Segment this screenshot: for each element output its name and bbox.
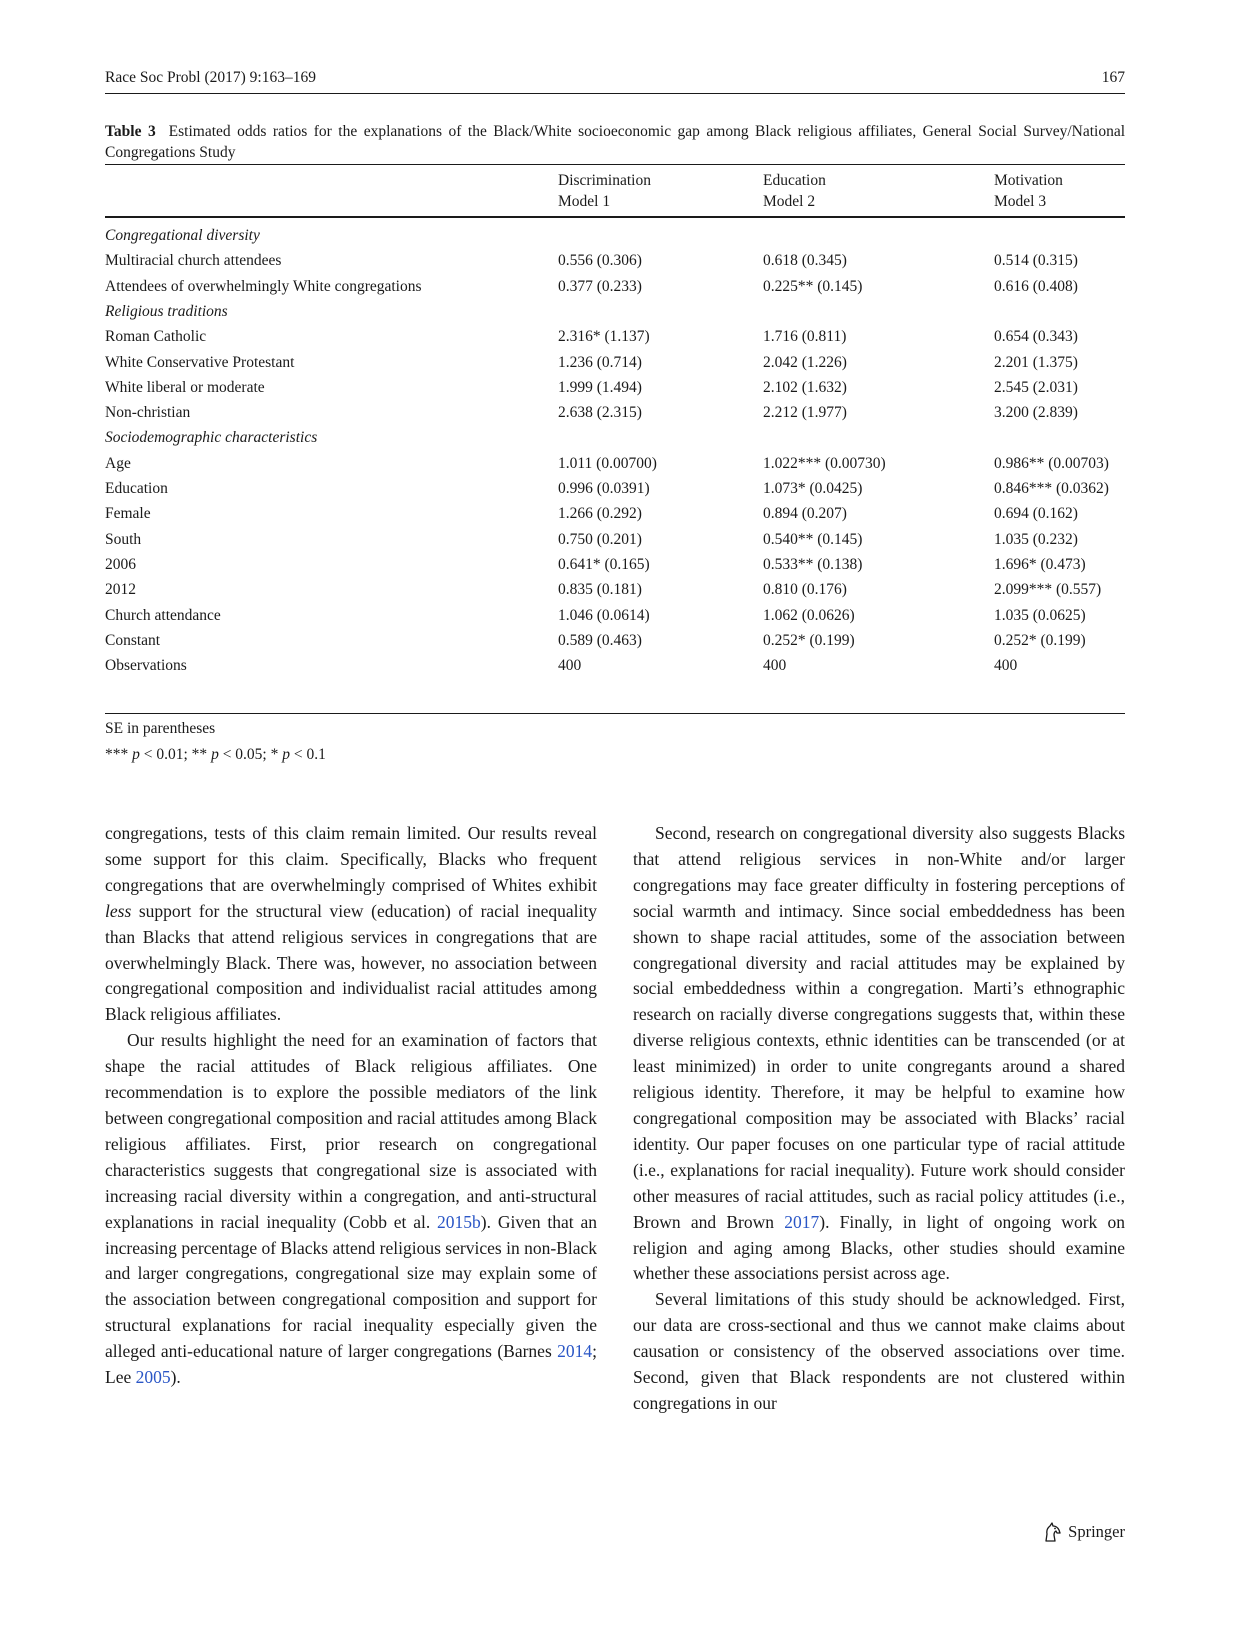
cell-model-2: 0.894 (0.207) — [763, 505, 847, 523]
p-symbol: p — [211, 746, 219, 763]
sig-note-3: < 0.05; * — [218, 746, 283, 763]
springer-horse-icon — [1042, 1521, 1064, 1543]
column-header-top: Education — [763, 172, 826, 189]
table-note-significance — [105, 746, 326, 764]
row-label: Constant — [105, 631, 161, 649]
citation-link[interactable]: 2015b — [437, 1211, 481, 1232]
row-label: White liberal or moderate — [105, 378, 265, 396]
table-caption-text: Estimated odds ratios for the explanations of the Black/White socioeconomic gap among Black religious affiliates, General Social Survey/National Congregations Study — [105, 123, 1126, 161]
paragraph — [105, 1028, 597, 1391]
table-row — [105, 505, 1125, 531]
section-label: Religious traditions — [105, 302, 228, 320]
cell-model-3: 0.252* (0.199) — [994, 631, 1086, 649]
text-run: ; Lee — [105, 1341, 597, 1388]
cell-model-2: 0.252* (0.199) — [763, 631, 855, 649]
body-left-column — [105, 821, 597, 1391]
row-label: Observations — [105, 657, 187, 675]
sig-note-1: *** — [105, 746, 133, 763]
table-row — [105, 531, 1125, 557]
table-section-row — [105, 429, 1125, 455]
cell-model-3: 2.099*** (0.557) — [994, 581, 1102, 599]
journal-citation: Race Soc Probl (2017) 9:163–169 — [105, 69, 316, 86]
column-header-bottom: Model 1 — [558, 193, 611, 210]
cell-model-3: 2.545 (2.031) — [994, 378, 1078, 396]
row-label: White Conservative Protestant — [105, 353, 295, 371]
cell-model-2: 1.022*** (0.00730) — [763, 454, 886, 472]
cell-model-3: 1.035 (0.232) — [994, 530, 1078, 548]
table-section-row — [105, 227, 1125, 253]
column-header-bottom: Model 3 — [994, 193, 1047, 210]
cell-model-2: 0.533** (0.138) — [763, 555, 863, 573]
cell-model-1: 0.835 (0.181) — [558, 581, 642, 599]
column-header-top: Discrimination — [558, 172, 651, 189]
table-row — [105, 607, 1125, 633]
cell-model-1: 0.996 (0.0391) — [558, 480, 650, 497]
text-run: ). Finally, in light of ongoing work on religion and aging among Blacks, other studies should examine whether these associations persist across age. — [633, 1211, 1125, 1284]
cell-model-2: 2.042 (1.226) — [763, 353, 847, 371]
table-row — [105, 404, 1125, 430]
cell-model-2: 2.102 (1.632) — [763, 378, 847, 396]
row-label: Education — [105, 480, 168, 497]
text-run: Our results highlight the need for an examination of factors that shape the racial attitudes of Black religious affiliates. One recommendation is to explore the possible mediators of the link between congregational composition and racial attitudes among Black religious affiliates. First, prior research on congregational characteristics suggests that congregational size is associated with increasing racial diversity within a congregation, and anti-structural explanations in racial inequality (Cobb et al. — [105, 1030, 597, 1232]
cell-model-3: 0.694 (0.162) — [994, 505, 1078, 523]
cell-model-1: 1.999 (1.494) — [558, 378, 642, 396]
row-label: South — [105, 530, 142, 548]
cell-model-3: 2.201 (1.375) — [994, 353, 1078, 371]
column-header-top: Motivation — [994, 172, 1063, 189]
row-label: Non-christian — [105, 404, 191, 422]
p-symbol: p — [282, 746, 290, 763]
cell-model-2: 2.212 (1.977) — [763, 404, 847, 422]
row-label: Age — [105, 454, 131, 472]
cell-model-1: 1.046 (0.0614) — [558, 606, 650, 624]
column-header-model-2 — [763, 170, 826, 212]
cell-model-1: 2.316* (1.137) — [558, 328, 650, 346]
cell-model-1: 1.011 (0.00700) — [558, 454, 657, 472]
cell-model-1: 0.589 (0.463) — [558, 631, 642, 649]
table-row — [105, 328, 1125, 354]
paragraph — [105, 821, 597, 1028]
section-label: Sociodemographic characteristics — [105, 429, 318, 447]
cell-model-2: 1.073* (0.0425) — [763, 480, 863, 497]
table-note-se: SE in parentheses — [105, 720, 216, 737]
row-label: 2012 — [105, 581, 136, 599]
row-label: Female — [105, 505, 151, 523]
table-row — [105, 632, 1125, 658]
cell-model-1: 0.556 (0.306) — [558, 252, 642, 270]
cell-model-3: 0.654 (0.343) — [994, 328, 1078, 346]
emphasis: less — [105, 900, 132, 921]
header-rule — [105, 93, 1125, 94]
table-section-row — [105, 303, 1125, 329]
column-header-model-1 — [558, 170, 651, 212]
table-row — [105, 581, 1125, 607]
cell-model-3: 3.200 (2.839) — [994, 404, 1078, 422]
sig-note-2: < 0.01; ** — [139, 746, 212, 763]
text-run: ). Given that an increasing percentage of Blacks attend religious services in non-Black and larger congregations, congregational size may explain some of the association between congregational composition and support for structural explanations for racial inequality especially given the alleged anti-educational nature of larger congregations (Barnes — [105, 1211, 597, 1362]
cell-model-1: 2.638 (2.315) — [558, 404, 642, 422]
table-bottom-rule — [105, 713, 1125, 714]
table-header-rule — [105, 216, 1125, 218]
cell-model-3: 0.846*** (0.0362) — [994, 480, 1109, 497]
cell-model-3: 400 — [994, 657, 1018, 675]
page-number: 167 — [1101, 69, 1125, 86]
citation-link[interactable]: 2014 — [557, 1341, 593, 1362]
cell-model-3: 1.696* (0.473) — [994, 555, 1086, 573]
text-run: support for the structural view (education) of racial inequality than Blacks that attend religious services in congregations that are overwhelmingly Black. There was, however, no association between congregational composition and individualist racial attitudes among Black religious affiliates. — [105, 900, 597, 1025]
cell-model-2: 400 — [763, 657, 787, 675]
table-row — [105, 278, 1125, 304]
cell-model-3: 0.514 (0.315) — [994, 252, 1078, 270]
running-head — [105, 67, 1125, 93]
paragraph — [633, 821, 1125, 1287]
table-row — [105, 379, 1125, 405]
cell-model-1: 400 — [558, 657, 582, 675]
row-label: Church attendance — [105, 606, 221, 624]
cell-model-1: 1.266 (0.292) — [558, 505, 642, 523]
cell-model-2: 0.618 (0.345) — [763, 252, 847, 270]
publisher-footer — [1042, 1520, 1125, 1544]
cell-model-3: 0.986** (0.00703) — [994, 454, 1109, 472]
table-row — [105, 354, 1125, 380]
body-right-column — [633, 821, 1125, 1417]
table-row — [105, 455, 1125, 481]
row-label: Attendees of overwhelmingly White congregations — [105, 277, 422, 295]
p-symbol: p — [132, 746, 140, 763]
table-row — [105, 480, 1125, 506]
cell-model-1: 0.377 (0.233) — [558, 277, 642, 295]
table-row — [105, 657, 1125, 683]
cell-model-2: 1.716 (0.811) — [763, 328, 847, 346]
row-label: 2006 — [105, 555, 136, 573]
cell-model-2: 0.810 (0.176) — [763, 581, 847, 599]
cell-model-1: 1.236 (0.714) — [558, 353, 642, 371]
cell-model-1: 0.641* (0.165) — [558, 555, 650, 573]
row-label: Roman Catholic — [105, 328, 207, 346]
citation-link[interactable]: 2005 — [135, 1367, 171, 1388]
cell-model-3: 0.616 (0.408) — [994, 277, 1078, 295]
section-label: Congregational diversity — [105, 227, 260, 244]
row-label: Multiracial church attendees — [105, 252, 282, 270]
text-run: congregations, tests of this claim remain limited. Our results reveal some support for this claim. Specifically, Blacks who frequent congregations that are overwhelmingly comprised of Whites exhibit — [105, 823, 597, 895]
sig-note-4: < 0.1 — [290, 746, 326, 763]
cell-model-2: 1.062 (0.0626) — [763, 606, 855, 624]
paragraph: Several limitations of this study should be acknowledged. First, our data are cross-sectional and thus we cannot make claims about causation or consistency of the observed associations over time. Second, given that Black respondents are not clustered within congregations in our — [633, 1289, 1125, 1413]
column-header-bottom: Model 2 — [763, 193, 816, 210]
cell-model-1: 0.750 (0.201) — [558, 530, 642, 548]
publisher-name: Springer — [1068, 1522, 1125, 1541]
table-top-rule — [105, 164, 1125, 165]
cell-model-3: 1.035 (0.0625) — [994, 606, 1086, 624]
citation-link[interactable]: 2017 — [784, 1211, 820, 1232]
table-row — [105, 556, 1125, 582]
column-header-model-3 — [994, 170, 1063, 212]
cell-model-2: 0.540** (0.145) — [763, 530, 863, 548]
text-run: ). — [170, 1367, 181, 1388]
cell-model-2: 0.225** (0.145) — [763, 277, 863, 295]
table-caption — [105, 121, 1125, 163]
table-row — [105, 252, 1125, 278]
text-run: Second, research on congregational diversity also suggests Blacks that attend religious services in non-White and/or larger congregations may face greater difficulty in fostering perceptions of social warmth and intimacy. Since social embeddedness has been shown to shape racial attitudes, some of the association between congregational diversity and racial attitudes may be explained by social embeddedness within a congregation. Marti’s ethnographic research on racially diverse congregations suggests that, within these diverse religious contexts, ethnic identities can be transcended (or at least minimized) in order to unite congregants around a shared religious identity. Therefore, it may be helpful to examine how congregational composition may be associated with Blacks’ racial identity. Our paper focuses on one particular type of racial attitude (i.e., explanations for racial inequality). Future work should consider other measures of racial attitudes, such as racial policy attitudes (i.e., Brown and Brown — [633, 823, 1125, 1232]
table-label: Table 3 — [105, 123, 156, 140]
